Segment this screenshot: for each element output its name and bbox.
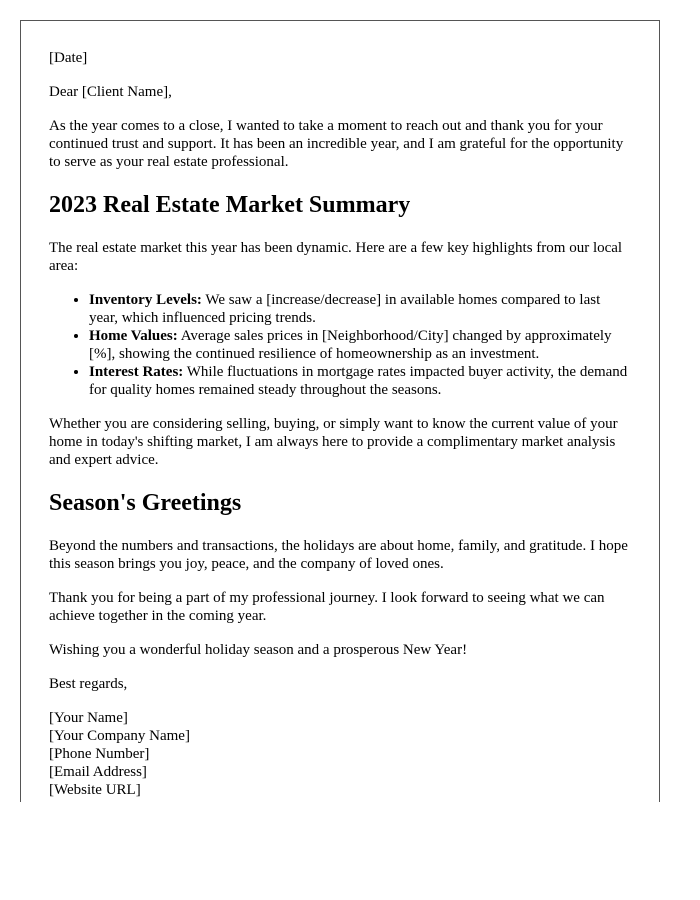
highlight-text: While fluctuations in mortgage rates impacted buyer activity, the demand for quality homes remained steady throughout the seasons. [89, 364, 628, 398]
highlight-inventory [89, 291, 631, 327]
highlight-text: We saw a [increase/decrease] in available homes compared to last year, which influenced pricing trends. [89, 292, 601, 326]
signature-phone: [Phone Number] [49, 746, 150, 762]
greetings-paragraph-1: Beyond the numbers and transactions, the holidays are about home, family, and gratitude. I hope this season brings you joy, peace, and the company of loved ones. [49, 538, 628, 572]
greetings-paragraph-2: Thank you for being a part of my professional journey. I look forward to seeing what we can achieve together in the coming year. [49, 590, 605, 624]
letter-content [21, 21, 659, 799]
greetings-heading: Season's Greetings [49, 490, 242, 516]
letter-salutation: Dear [Client Name], [49, 84, 172, 100]
highlight-label: Home Values: [89, 328, 178, 344]
letter-date: [Date] [49, 50, 88, 66]
market-highlights-list [49, 291, 631, 399]
market-summary-heading: 2023 Real Estate Market Summary [49, 192, 411, 218]
greetings-paragraph-3: Wishing you a wonderful holiday season and a prosperous New Year! [49, 642, 468, 658]
letter-page [20, 20, 660, 802]
highlight-label: Inventory Levels: [89, 292, 202, 308]
market-closing: Whether you are considering selling, buying, or simply want to know the current value of your home in today's shifting market, I am always here to provide a complimentary market analysis and expert advice. [49, 416, 618, 468]
market-intro: The real estate market this year has been dynamic. Here are a few key highlights from our local area: [49, 240, 623, 274]
highlight-home-values [89, 327, 631, 363]
signature-email: [Email Address] [49, 764, 147, 780]
letter-closing: Best regards, [49, 676, 128, 692]
highlight-text: Average sales prices in [Neighborhood/City] changed by approximately [%], showing the continued resilience of homeownership as an investment. [89, 328, 612, 362]
signature-block [49, 709, 631, 799]
highlight-interest-rates [89, 363, 631, 399]
signature-website: [Website URL] [49, 782, 141, 798]
highlight-label: Interest Rates: [89, 364, 184, 380]
signature-company: [Your Company Name] [49, 728, 190, 744]
letter-intro: As the year comes to a close, I wanted to take a moment to reach out and thank you for your continued trust and support. It has been an incredible year, and I am grateful for the opportunity to serve as your real estate professional. [49, 118, 624, 170]
signature-name: [Your Name] [49, 710, 128, 726]
